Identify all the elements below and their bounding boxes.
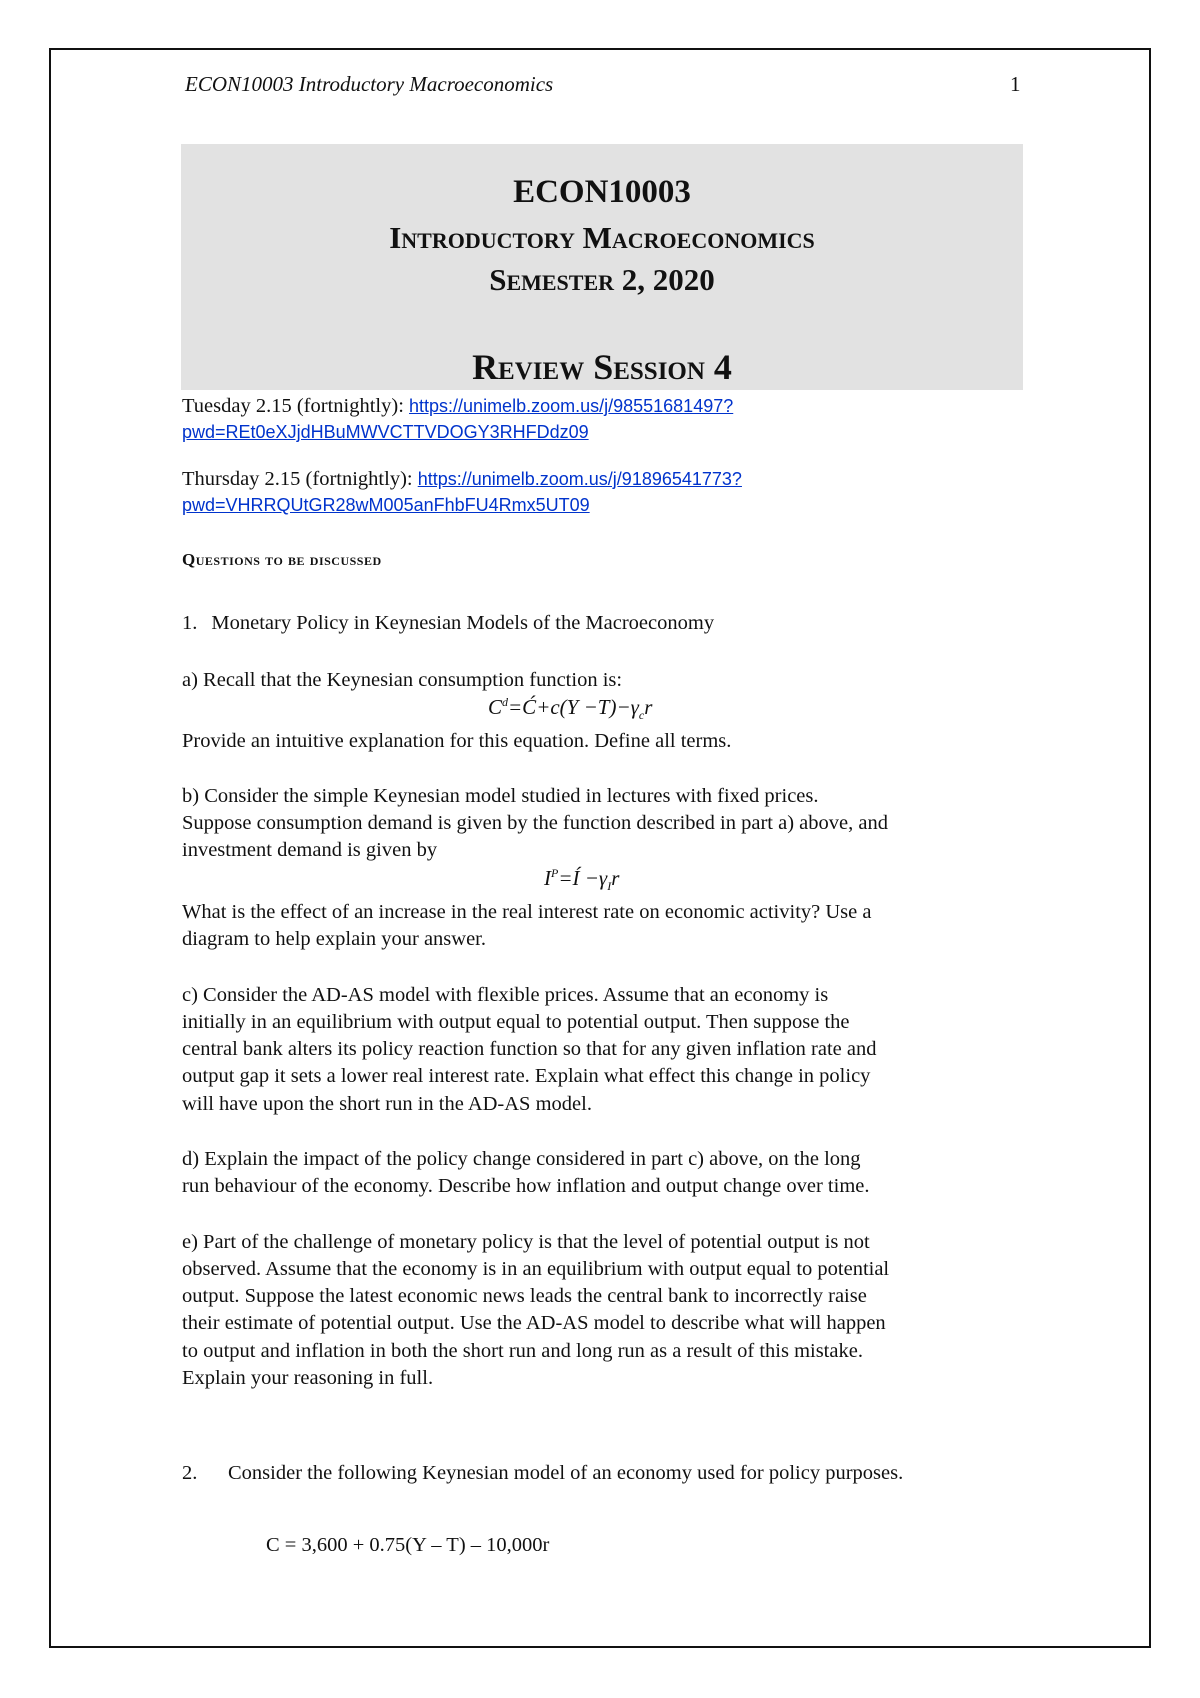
q1c-line-4: output gap it sets a lower real interest rate. Explain what effect this change in policy — [182, 1065, 871, 1087]
page-number: 1 — [1010, 72, 1021, 96]
q1a-intro: a) Recall that the Keynesian consumption function is: — [182, 669, 623, 691]
q1e-line-4: their estimate of potential output. Use the AD-AS model to describe what will happen — [182, 1312, 886, 1334]
q1e-line-2: observed. Assume that the economy is in an equilibrium with output equal to potential — [182, 1258, 890, 1280]
course-name: Introductory Macroeconomics — [389, 220, 815, 255]
consumption-equation: $C^d=Ć+c(Y -T)-\gamma_cr$ — [488, 695, 653, 723]
q1a-follow: Provide an intuitive explanation for this equation. Define all terms. — [182, 730, 732, 752]
tuesday-zoom-link-pwd[interactable]: pwd=REt0eXJjdHBuMWVCTTVDOGY3RHFDdz09 — [182, 422, 589, 442]
q1-heading — [182, 610, 714, 638]
q1-title: Monetary Policy in Keynesian Models of the Macroeconomy — [211, 612, 715, 634]
q1d-line-1: d) Explain the impact of the policy change considered in part c) above, on the long — [182, 1148, 861, 1170]
q2-equation: C = 3,600 + 0.75(Y – T) – 10,000r — [266, 1534, 550, 1556]
q1c-line-5: will have upon the short run in the AD-AS model. — [182, 1093, 592, 1115]
q1-number: 1. — [182, 612, 198, 634]
running-header-title: ECON10003 Introductory Macroeconomics — [185, 72, 554, 96]
questions-heading: Questions to be discussed — [182, 550, 382, 569]
tuesday-label: Tuesday 2.15 (fortnightly): — [182, 395, 410, 417]
q1c-line-3: central bank alters its policy reaction function so that for any given inflation rate and — [182, 1038, 877, 1060]
thursday-label: Thursday 2.15 (fortnightly): — [182, 468, 418, 490]
semester-label: Semester 2, 2020 — [489, 262, 715, 297]
q1e-line-5: to output and inflation in both the short run and long run as a result of this mistake. — [182, 1340, 863, 1362]
q1b-line-1: b) Consider the simple Keynesian model studied in lectures with fixed prices. — [182, 785, 819, 807]
thursday-zoom-link[interactable]: https://unimelb.zoom.us/j/91896541773? — [417, 469, 742, 489]
q1b-line-3: investment demand is given by — [182, 839, 438, 861]
q1e-line-1: e) Part of the challenge of monetary policy is that the level of potential output is not — [182, 1231, 870, 1253]
q1d-line-2: run behaviour of the economy. Describe how inflation and output change over time. — [182, 1175, 870, 1197]
q2-number: 2. — [182, 1462, 198, 1484]
q1c-line-2: initially in an equilibrium with output equal to potential output. Then suppose the — [182, 1011, 850, 1033]
q1c-line-1: c) Consider the AD-AS model with flexible prices. Assume that an economy is — [182, 984, 829, 1006]
q1b-follow-2: diagram to help explain your answer. — [182, 928, 486, 950]
q2-text: Consider the following Keynesian model of an economy used for policy purposes. — [228, 1462, 904, 1484]
session-title: Review Session 4 — [472, 347, 732, 387]
tuesday-session — [182, 393, 733, 421]
investment-equation: $I^P=Í -\gamma_Ir$ — [544, 866, 620, 894]
q1b-follow-1: What is the effect of an increase in the real interest rate on economic activity? Use a — [182, 901, 872, 923]
tuesday-session-pwd — [182, 419, 589, 447]
q1e-line-3: output. Suppose the latest economic news leads the central bank to incorrectly raise — [182, 1285, 867, 1307]
thursday-session-pwd — [182, 492, 590, 520]
q1e-line-6: Explain your reasoning in full. — [182, 1367, 434, 1389]
thursday-zoom-link-pwd[interactable]: pwd=VHRRQUtGR28wM005anFhbFU4Rmx5UT09 — [182, 495, 590, 515]
course-code: ECON10003 — [513, 174, 691, 210]
q1b-line-2: Suppose consumption demand is given by the function described in part a) above, and — [182, 812, 888, 834]
title-block — [181, 144, 1023, 390]
tuesday-zoom-link[interactable]: https://unimelb.zoom.us/j/98551681497? — [409, 396, 734, 416]
thursday-session — [182, 466, 742, 494]
